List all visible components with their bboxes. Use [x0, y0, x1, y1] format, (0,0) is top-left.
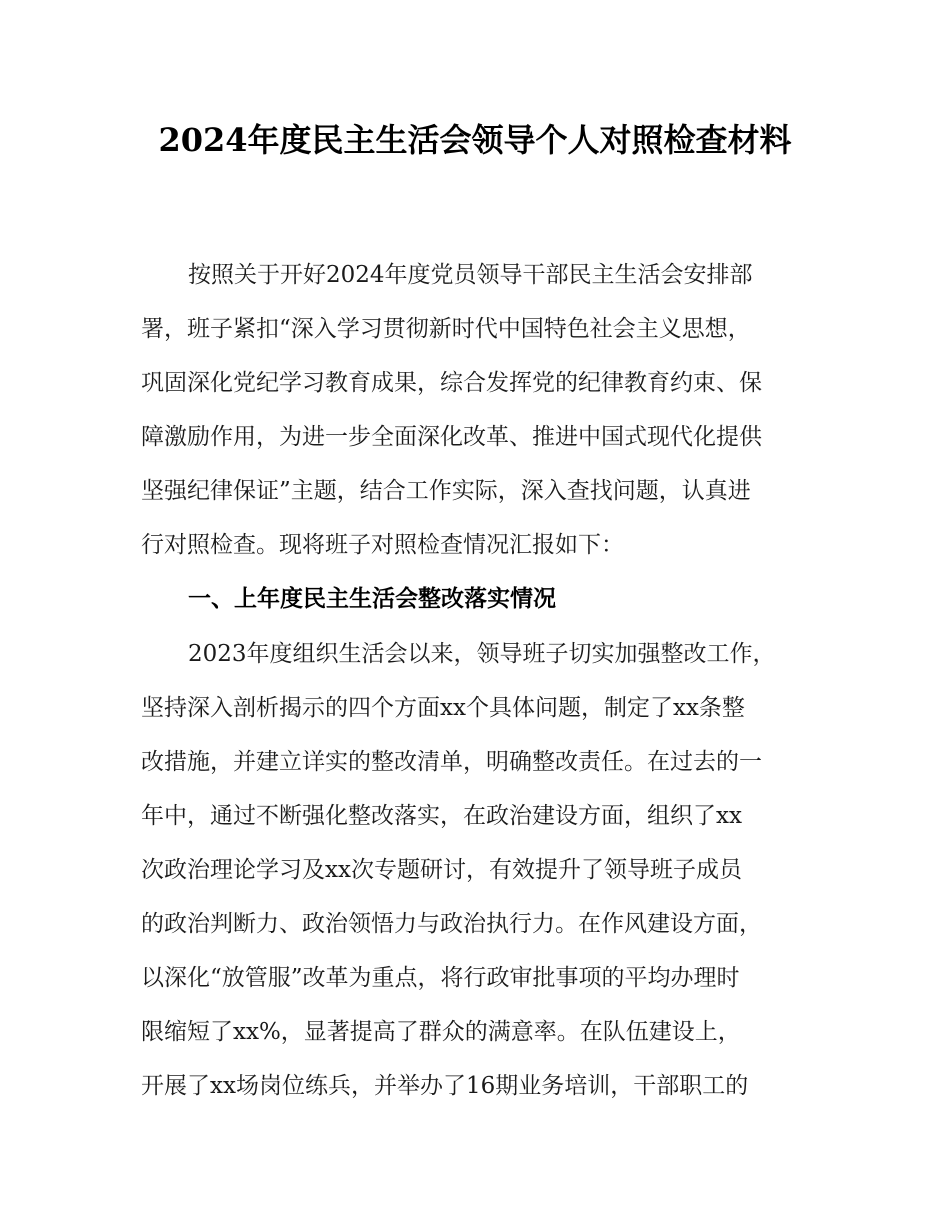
paragraph-line: 坚持深入剖析揭示的四个方面xx个具体问题，制定了xx条整: [141, 695, 745, 721]
paragraph-line: 障激励作用，为进一步全面深化改革、推进中国式现代化提供: [141, 424, 762, 450]
paragraph-line: 按照关于开好2024年度党员领导干部民主生活会安排部: [188, 262, 753, 288]
paragraph-line: 署，班子紧扣“深入学习贯彻新时代中国特色社会主义思想，: [141, 316, 751, 342]
paragraph-line: 2023年度组织生活会以来，领导班子切实加强整改工作，: [188, 641, 776, 667]
section-heading: 一、上年度民主生活会整改落实情况: [188, 586, 556, 612]
paragraph-line: 改措施，并建立详实的整改清单，明确整改责任。在过去的一: [141, 749, 762, 775]
paragraph-line: 限缩短了xx%，显著提高了群众的满意率。在队伍建设上，: [141, 1019, 741, 1045]
paragraph-line: 开展了xx场岗位练兵，并举办了16期业务培训，干部职工的: [141, 1073, 749, 1099]
paragraph-line: 坚强纪律保证”主题，结合工作实际，深入查找问题，认真进: [141, 478, 751, 504]
paragraph-line: 次政治理论学习及xx次专题研讨，有效提升了领导班子成员: [141, 857, 742, 883]
paragraph-line: 以深化“放管服”改革为重点，将行政审批事项的平均办理时: [141, 965, 740, 991]
paragraph-line: 的政治判断力、政治领悟力与政治执行力。在作风建设方面，: [141, 911, 762, 937]
page-title: 2024年度民主生活会领导个人对照检查材料: [158, 121, 792, 159]
paragraph-line: 行对照检查。现将班子对照检查情况汇报如下：: [141, 532, 624, 558]
paragraph-line: 巩固深化党纪学习教育成果，综合发挥党的纪律教育约束、保: [141, 370, 762, 396]
paragraph-line: 年中，通过不断强化整改落实，在政治建设方面，组织了xx: [141, 803, 742, 829]
